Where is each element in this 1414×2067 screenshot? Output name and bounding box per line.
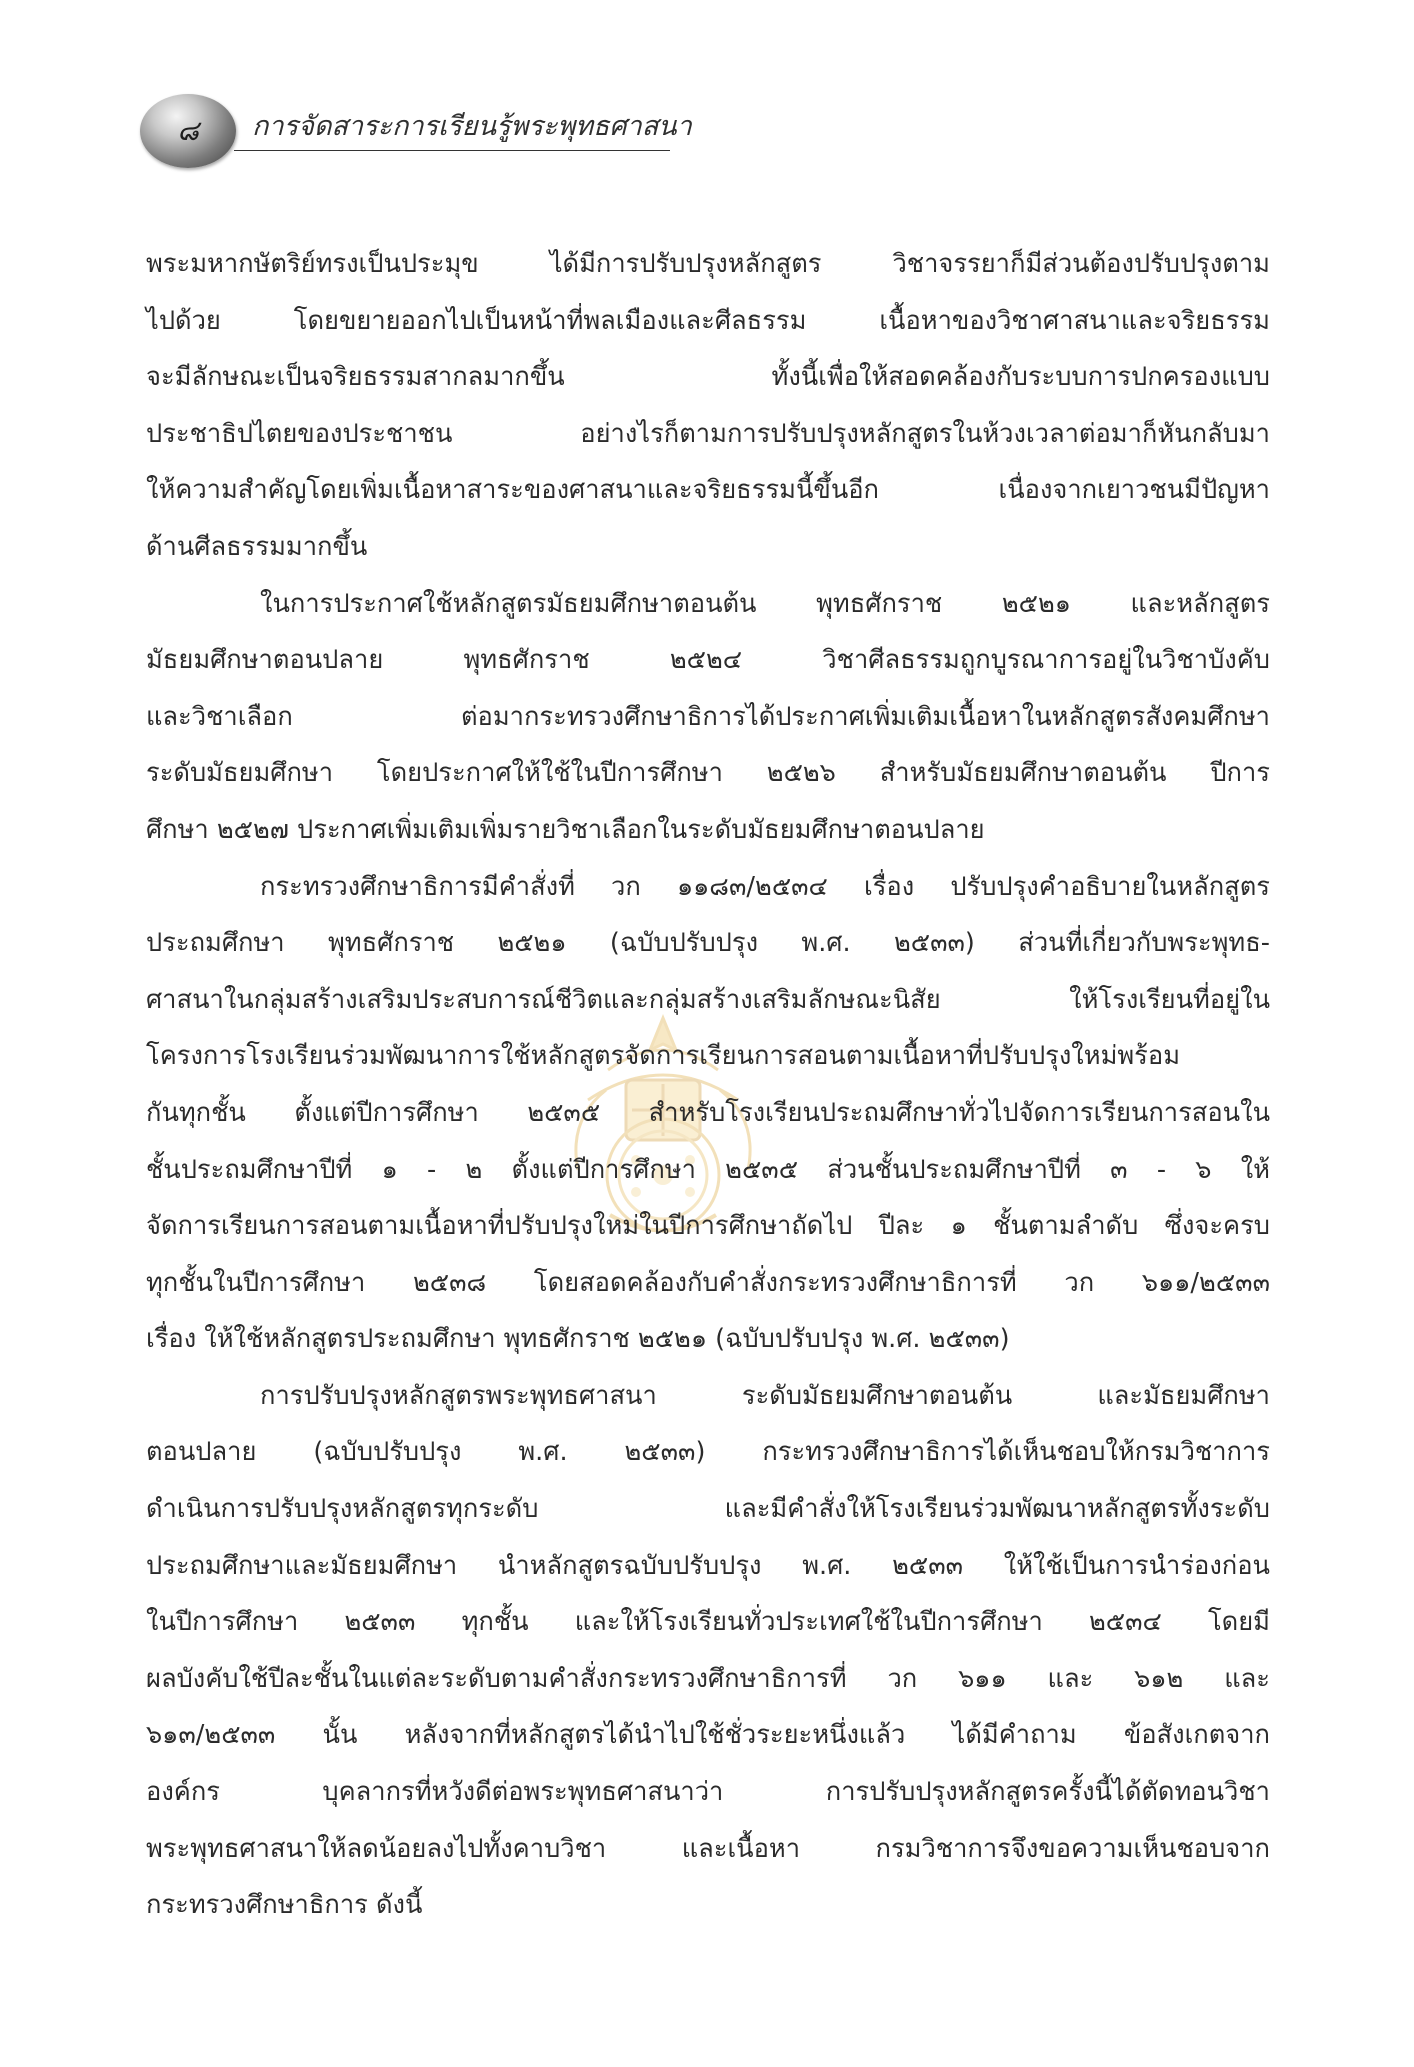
- text-line: จะมีลักษณะเป็นจริยธรรมสากลมากขึ้น ทั้งนี้เพื่อให้สอดคล้องกับระบบการปกครองแบบ: [146, 362, 1270, 393]
- page-number-badge: [140, 94, 236, 168]
- text-line: พระพุทธศาสนาให้ลดน้อยลงไปทั้งคาบวิชา และเนื้อหา กรมวิชาการจึงขอความเห็นชอบจาก: [146, 1833, 1270, 1864]
- text-line: ด้านศีลธรรมมากขึ้น: [146, 531, 368, 562]
- text-line: เรื่อง ให้ใช้หลักสูตรประถมศึกษา พุทธศักราช ๒๕๒๑ (ฉบับปรับปรุง พ.ศ. ๒๕๓๓): [146, 1324, 1010, 1355]
- page-number: ๘: [177, 114, 199, 147]
- text-line: ระดับมัธยมศึกษา โดยประกาศให้ใช้ในปีการศึกษา ๒๕๒๖ สำหรับมัธยมศึกษาตอนต้น ปีการ: [146, 758, 1270, 789]
- text-line: พระมหากษัตริย์ทรงเป็นประมุข ได้มีการปรับปรุงหลักสูตร วิชาจรรยาก็มีส่วนต้องปรับปรุงตาม: [146, 249, 1270, 279]
- page-header: [140, 88, 692, 178]
- text-line: ชั้นประถมศึกษาปีที่ ๑ - ๒ ตั้งแต่ปีการศึกษา ๒๕๓๕ ส่วนชั้นประถมศึกษาปีที่ ๓ - ๖ ให้: [146, 1154, 1270, 1185]
- text-line: กระทรวงศึกษาธิการมีคำสั่งที่ วก ๑๑๘๓/๒๕๓๔ เรื่อง ปรับปรุงคำอธิบายในหลักสูตร: [260, 871, 1270, 902]
- text-line: ประถมศึกษา พุทธศักราช ๒๕๒๑ (ฉบับปรับปรุง พ.ศ. ๒๕๓๓) ส่วนที่เกี่ยวกับพระพุทธ-: [146, 928, 1270, 959]
- text-line: กระทรวงศึกษาธิการ ดังนี้: [146, 1890, 423, 1921]
- text-line: ไปด้วย โดยขยายออกไปเป็นหน้าที่พลเมืองและศีลธรรม เนื้อหาของวิชาศาสนาและจริยธรรม: [146, 305, 1270, 336]
- running-title: การจัดสาระการเรียนรู้พระพุทธศาสนา: [252, 111, 692, 142]
- text-line: องค์กร บุคลากรที่หวังดีต่อพระพุทธศาสนาว่า การปรับปรุงหลักสูตรครั้งนี้ได้ตัดทอนวิชา: [146, 1777, 1270, 1808]
- text-line: มัธยมศึกษาตอนปลาย พุทธศักราช ๒๕๒๔ วิชาศีลธรรมถูกบูรณาการอยู่ในวิชาบังคับ: [146, 645, 1270, 676]
- text-line: จัดการเรียนการสอนตามเนื้อหาที่ปรับปรุงใหม่ในปีการศึกษาถัดไป ปีละ ๑ ชั้นตามลำดับ ซึ่งจะครบ: [146, 1211, 1270, 1242]
- header-rule: [234, 150, 670, 151]
- text-line: และวิชาเลือก ต่อมากระทรวงศึกษาธิการได้ประกาศเพิ่มเติมเนื้อหาในหลักสูตรสังคมศึกษา: [146, 701, 1270, 732]
- paragraph-4: [146, 1368, 1270, 1934]
- text-line: ในปีการศึกษา ๒๕๓๓ ทุกชั้น และให้โรงเรียนทั่วประเทศใช้ในปีการศึกษา ๒๕๓๔ โดยมี: [146, 1607, 1270, 1638]
- paragraph-2: [146, 576, 1270, 859]
- text-line: ตอนปลาย (ฉบับปรับปรุง พ.ศ. ๒๕๓๓) กระทรวงศึกษาธิการได้เห็นชอบให้กรมวิชาการ: [146, 1437, 1270, 1468]
- text-line: ดำเนินการปรับปรุงหลักสูตรทุกระดับ และมีคำสั่งให้โรงเรียนร่วมพัฒนาหลักสูตรทั้งระดับ: [146, 1494, 1270, 1525]
- body-text: [146, 236, 1270, 1934]
- text-line: กันทุกชั้น ตั้งแต่ปีการศึกษา ๒๕๓๕ สำหรับโรงเรียนประถมศึกษาทั่วไปจัดการเรียนการสอนใน: [146, 1097, 1270, 1128]
- text-line: ประถมศึกษาและมัธยมศึกษา นำหลักสูตรฉบับปรับปรุง พ.ศ. ๒๕๓๓ ให้ใช้เป็นการนำร่องก่อน: [146, 1550, 1270, 1581]
- text-line: โครงการโรงเรียนร่วมพัฒนาการใช้หลักสูตรจัดการเรียนการสอนตามเนื้อหาที่ปรับปรุงใหม่พร้อม: [146, 1041, 1181, 1072]
- text-line: ทุกชั้นในปีการศึกษา ๒๕๓๘ โดยสอดคล้องกับคำสั่งกระทรวงศึกษาธิการที่ วก ๖๑๑/๒๕๓๓: [146, 1267, 1270, 1298]
- paragraph-1: [146, 236, 1270, 576]
- text-line: ให้ความสำคัญโดยเพิ่มเนื้อหาสาระของศาสนาและจริยธรรมนี้ขึ้นอีก เนื่องจากเยาวชนมีปัญหา: [146, 475, 1270, 506]
- text-line: ศึกษา ๒๕๒๗ ประกาศเพิ่มเติมเพิ่มรายวิชาเลือกในระดับมัธยมศึกษาตอนปลาย: [146, 814, 985, 845]
- paragraph-3: [146, 859, 1270, 1368]
- text-line: ผลบังคับใช้ปีละชั้นในแต่ละระดับตามคำสั่งกระทรวงศึกษาธิการที่ วก ๖๑๑ และ ๖๑๒ และ: [146, 1663, 1270, 1694]
- text-line: การปรับปรุงหลักสูตรพระพุทธศาสนา ระดับมัธยมศึกษาตอนต้น และมัธยมศึกษา: [260, 1380, 1270, 1411]
- text-line: ๖๑๓/๒๕๓๓ นั้น หลังจากที่หลักสูตรได้นำไปใช้ชั่วระยะหนึ่งแล้ว ได้มีคำถาม ข้อสังเกตจาก: [146, 1720, 1270, 1751]
- text-line: ประชาธิปไตยของประชาชน อย่างไรก็ตามการปรับปรุงหลักสูตรในห้วงเวลาต่อมาก็หันกลับมา: [146, 418, 1270, 449]
- text-line: ศาสนาในกลุ่มสร้างเสริมประสบการณ์ชีวิตและกลุ่มสร้างเสริมลักษณะนิสัย ให้โรงเรียนที่อยู่ใน: [146, 984, 1270, 1015]
- text-line: ในการประกาศใช้หลักสูตรมัธยมศึกษาตอนต้น พุทธศักราช ๒๕๒๑ และหลักสูตร: [260, 588, 1270, 619]
